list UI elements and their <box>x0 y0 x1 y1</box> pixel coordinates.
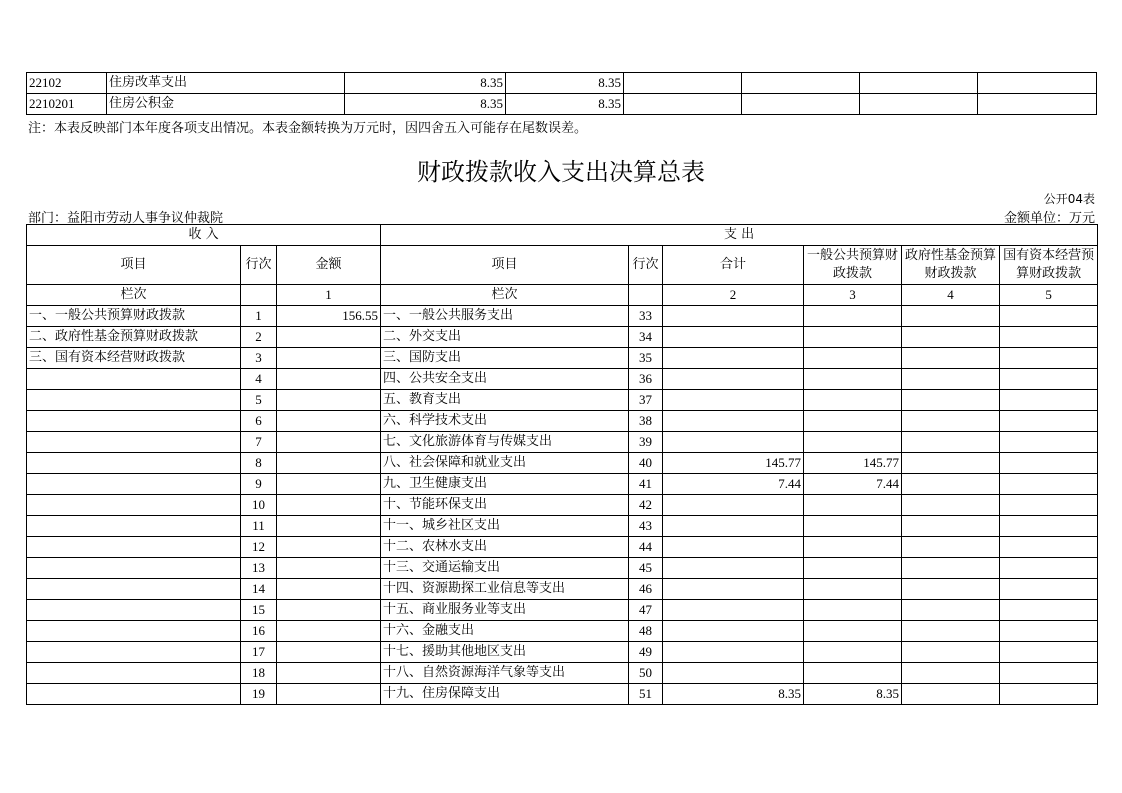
column-number-row <box>27 285 1098 306</box>
state-capital-amount <box>1000 600 1098 621</box>
state-capital-amount <box>1000 369 1098 390</box>
expense-item: 十三、交通运输支出 <box>381 558 629 579</box>
total-amount <box>663 621 804 642</box>
gov-fund-amount <box>902 600 1000 621</box>
total-amount <box>663 390 804 411</box>
income-row-no: 12 <box>241 537 277 558</box>
page-title: 财政拨款收入支出决算总表 <box>417 158 705 186</box>
income-item <box>27 390 241 411</box>
income-amount <box>277 642 381 663</box>
col-expense-item: 项目 <box>381 246 629 285</box>
expense-row-no: 37 <box>629 390 663 411</box>
general-budget-amount <box>804 432 902 453</box>
income-item <box>27 516 241 537</box>
gov-fund-amount <box>902 621 1000 642</box>
table-row <box>27 327 1098 348</box>
general-budget-amount <box>804 537 902 558</box>
income-item <box>27 453 241 474</box>
lanci-1: 1 <box>277 285 381 306</box>
general-budget-amount <box>804 663 902 684</box>
table-row <box>27 94 1097 115</box>
expense-row-no: 48 <box>629 621 663 642</box>
state-capital-amount <box>1000 327 1098 348</box>
income-row-no: 1 <box>241 306 277 327</box>
expense-row-no: 35 <box>629 348 663 369</box>
gov-fund-amount <box>902 537 1000 558</box>
amount-cell: 8.35 <box>506 94 624 115</box>
total-amount <box>663 537 804 558</box>
expense-row-no: 42 <box>629 495 663 516</box>
expense-row-no: 43 <box>629 516 663 537</box>
gov-fund-amount <box>902 390 1000 411</box>
income-row-no: 8 <box>241 453 277 474</box>
expense-row-no: 50 <box>629 663 663 684</box>
state-capital-amount <box>1000 663 1098 684</box>
total-amount <box>663 327 804 348</box>
col-income-amount: 金额 <box>277 246 381 285</box>
table-row <box>27 474 1098 495</box>
empty-cell <box>860 94 978 115</box>
lanci-label: 栏次 <box>381 285 629 306</box>
income-amount <box>277 453 381 474</box>
table-row <box>27 411 1098 432</box>
gov-fund-amount <box>902 516 1000 537</box>
gov-fund-amount <box>902 348 1000 369</box>
expense-item: 十五、商业服务业等支出 <box>381 600 629 621</box>
lanci-5: 5 <box>1000 285 1098 306</box>
income-amount <box>277 537 381 558</box>
subject-code: 2210201 <box>27 94 107 115</box>
gov-fund-amount <box>902 495 1000 516</box>
expense-row-no: 40 <box>629 453 663 474</box>
general-budget-amount <box>804 327 902 348</box>
unit-label: 金额单位：万元 <box>1003 211 1095 226</box>
lanci-3: 3 <box>804 285 902 306</box>
table-row <box>27 600 1098 621</box>
expense-item: 十八、自然资源海洋气象等支出 <box>381 663 629 684</box>
expense-row-no: 46 <box>629 579 663 600</box>
table-row <box>27 579 1098 600</box>
empty-cell <box>860 73 978 94</box>
table-row <box>27 348 1098 369</box>
total-amount <box>663 495 804 516</box>
income-row-no: 3 <box>241 348 277 369</box>
income-row-no: 6 <box>241 411 277 432</box>
expense-item: 八、社会保障和就业支出 <box>381 453 629 474</box>
lanci-label: 栏次 <box>27 285 241 306</box>
income-amount <box>277 390 381 411</box>
income-row-no: 2 <box>241 327 277 348</box>
total-amount <box>663 369 804 390</box>
total-amount <box>663 516 804 537</box>
income-item <box>27 558 241 579</box>
expense-row-no: 33 <box>629 306 663 327</box>
general-budget-amount <box>804 516 902 537</box>
general-budget-amount <box>804 600 902 621</box>
income-row-no: 16 <box>241 621 277 642</box>
expense-item: 七、文化旅游体育与传媒支出 <box>381 432 629 453</box>
gov-fund-amount <box>902 663 1000 684</box>
income-item: 二、政府性基金预算财政拨款 <box>27 327 241 348</box>
subject-name: 住房公积金 <box>107 94 345 115</box>
state-capital-amount <box>1000 432 1098 453</box>
table-row <box>27 684 1098 705</box>
budget-summary-table <box>26 224 1098 705</box>
income-item <box>27 495 241 516</box>
income-row-no: 19 <box>241 684 277 705</box>
empty-cell <box>624 94 742 115</box>
income-amount: 156.55 <box>277 306 381 327</box>
expense-row-no: 41 <box>629 474 663 495</box>
state-capital-amount <box>1000 621 1098 642</box>
general-budget-amount <box>804 369 902 390</box>
top-continuation-table <box>26 72 1097 115</box>
empty-cell <box>241 285 277 306</box>
income-row-no: 17 <box>241 642 277 663</box>
expense-item: 六、科学技术支出 <box>381 411 629 432</box>
col-gov-fund: 政府性基金预算财政拨款 <box>902 246 1000 285</box>
col-expense-row-no: 行次 <box>629 246 663 285</box>
total-amount <box>663 663 804 684</box>
state-capital-amount <box>1000 516 1098 537</box>
form-number: 公开04表 <box>1043 192 1095 206</box>
state-capital-amount <box>1000 579 1098 600</box>
state-capital-amount <box>1000 390 1098 411</box>
expense-item: 十四、资源勘探工业信息等支出 <box>381 579 629 600</box>
income-amount <box>277 411 381 432</box>
income-item <box>27 537 241 558</box>
general-budget-amount <box>804 642 902 663</box>
income-amount <box>277 348 381 369</box>
expense-row-no: 51 <box>629 684 663 705</box>
gov-fund-amount <box>902 432 1000 453</box>
income-row-no: 11 <box>241 516 277 537</box>
amount-cell: 8.35 <box>345 73 506 94</box>
expense-row-no: 49 <box>629 642 663 663</box>
gov-fund-amount <box>902 369 1000 390</box>
department-label: 部门：益阳市劳动人事争议仲裁院 <box>28 211 224 226</box>
income-item <box>27 369 241 390</box>
amount-cell: 8.35 <box>506 73 624 94</box>
expense-item: 十二、农林水支出 <box>381 537 629 558</box>
general-budget-amount <box>804 411 902 432</box>
income-amount <box>277 621 381 642</box>
state-capital-amount <box>1000 558 1098 579</box>
general-budget-amount: 145.77 <box>804 453 902 474</box>
general-budget-amount <box>804 579 902 600</box>
income-amount <box>277 579 381 600</box>
state-capital-amount <box>1000 348 1098 369</box>
table-row <box>27 432 1098 453</box>
table-row <box>27 453 1098 474</box>
expense-item: 二、外交支出 <box>381 327 629 348</box>
subject-code: 22102 <box>27 73 107 94</box>
expense-item: 十、节能环保支出 <box>381 495 629 516</box>
state-capital-amount <box>1000 684 1098 705</box>
income-item <box>27 579 241 600</box>
table-row <box>27 642 1098 663</box>
empty-cell <box>742 94 860 115</box>
col-state-capital: 国有资本经营预算财政拨款 <box>1000 246 1098 285</box>
income-item <box>27 621 241 642</box>
total-amount: 145.77 <box>663 453 804 474</box>
expense-item: 十九、住房保障支出 <box>381 684 629 705</box>
state-capital-amount <box>1000 306 1098 327</box>
state-capital-amount <box>1000 642 1098 663</box>
table-row <box>27 558 1098 579</box>
income-row-no: 7 <box>241 432 277 453</box>
income-row-no: 13 <box>241 558 277 579</box>
income-item <box>27 642 241 663</box>
col-general-budget: 一般公共预算财政拨款 <box>804 246 902 285</box>
gov-fund-amount <box>902 579 1000 600</box>
expense-item: 十六、金融支出 <box>381 621 629 642</box>
income-amount <box>277 558 381 579</box>
income-amount <box>277 516 381 537</box>
lanci-4: 4 <box>902 285 1000 306</box>
column-header-row <box>27 246 1098 285</box>
total-amount <box>663 306 804 327</box>
table-row <box>27 537 1098 558</box>
expense-item: 十七、援助其他地区支出 <box>381 642 629 663</box>
subject-name: 住房改革支出 <box>107 73 345 94</box>
income-row-no: 15 <box>241 600 277 621</box>
expense-item: 四、公共安全支出 <box>381 369 629 390</box>
expense-header: 支 出 <box>381 225 1098 246</box>
table-row <box>27 621 1098 642</box>
income-item <box>27 474 241 495</box>
income-item <box>27 684 241 705</box>
state-capital-amount <box>1000 453 1098 474</box>
income-item <box>27 432 241 453</box>
income-item: 一、一般公共预算财政拨款 <box>27 306 241 327</box>
total-amount <box>663 600 804 621</box>
income-row-no: 18 <box>241 663 277 684</box>
expense-row-no: 34 <box>629 327 663 348</box>
income-amount <box>277 663 381 684</box>
general-budget-amount <box>804 348 902 369</box>
empty-cell <box>978 73 1097 94</box>
expense-item: 三、国防支出 <box>381 348 629 369</box>
general-budget-amount: 7.44 <box>804 474 902 495</box>
income-amount <box>277 327 381 348</box>
state-capital-amount <box>1000 495 1098 516</box>
gov-fund-amount <box>902 306 1000 327</box>
income-amount <box>277 432 381 453</box>
expense-row-no: 36 <box>629 369 663 390</box>
income-item <box>27 600 241 621</box>
general-budget-amount <box>804 495 902 516</box>
income-row-no: 4 <box>241 369 277 390</box>
table-note: 注：本表反映部门本年度各项支出情况。本表金额转换为万元时，因四舍五入可能存在尾数误差。 <box>28 121 588 136</box>
income-row-no: 10 <box>241 495 277 516</box>
income-item <box>27 411 241 432</box>
expense-item: 九、卫生健康支出 <box>381 474 629 495</box>
table-row <box>27 73 1097 94</box>
general-budget-amount: 8.35 <box>804 684 902 705</box>
col-income-item: 项目 <box>27 246 241 285</box>
empty-cell <box>742 73 860 94</box>
expense-row-no: 45 <box>629 558 663 579</box>
table-row <box>27 369 1098 390</box>
income-row-no: 14 <box>241 579 277 600</box>
state-capital-amount <box>1000 537 1098 558</box>
total-amount <box>663 579 804 600</box>
gov-fund-amount <box>902 453 1000 474</box>
amount-cell: 8.35 <box>345 94 506 115</box>
gov-fund-amount <box>902 684 1000 705</box>
gov-fund-amount <box>902 642 1000 663</box>
income-header: 收 入 <box>27 225 381 246</box>
table-row <box>27 495 1098 516</box>
income-amount <box>277 369 381 390</box>
general-budget-amount <box>804 390 902 411</box>
income-row-no: 5 <box>241 390 277 411</box>
income-item: 三、国有资本经营财政拨款 <box>27 348 241 369</box>
gov-fund-amount <box>902 558 1000 579</box>
table-row <box>27 516 1098 537</box>
state-capital-amount <box>1000 411 1098 432</box>
empty-cell <box>629 285 663 306</box>
income-item <box>27 663 241 684</box>
empty-cell <box>978 94 1097 115</box>
table-row <box>27 390 1098 411</box>
expense-item: 一、一般公共服务支出 <box>381 306 629 327</box>
total-amount <box>663 411 804 432</box>
table-row <box>27 663 1098 684</box>
expense-item: 五、教育支出 <box>381 390 629 411</box>
total-amount <box>663 348 804 369</box>
general-budget-amount <box>804 306 902 327</box>
state-capital-amount <box>1000 474 1098 495</box>
income-amount <box>277 684 381 705</box>
total-amount: 7.44 <box>663 474 804 495</box>
table-row <box>27 306 1098 327</box>
expense-row-no: 39 <box>629 432 663 453</box>
total-amount: 8.35 <box>663 684 804 705</box>
income-amount <box>277 600 381 621</box>
expense-item: 十一、城乡社区支出 <box>381 516 629 537</box>
general-budget-amount <box>804 558 902 579</box>
income-amount <box>277 495 381 516</box>
gov-fund-amount <box>902 327 1000 348</box>
income-amount <box>277 474 381 495</box>
expense-row-no: 38 <box>629 411 663 432</box>
expense-row-no: 44 <box>629 537 663 558</box>
general-budget-amount <box>804 621 902 642</box>
total-amount <box>663 432 804 453</box>
total-amount <box>663 558 804 579</box>
empty-cell <box>624 73 742 94</box>
lanci-2: 2 <box>663 285 804 306</box>
col-income-row-no: 行次 <box>241 246 277 285</box>
total-amount <box>663 642 804 663</box>
gov-fund-amount <box>902 411 1000 432</box>
col-total: 合计 <box>663 246 804 285</box>
gov-fund-amount <box>902 474 1000 495</box>
expense-row-no: 47 <box>629 600 663 621</box>
section-header-row <box>27 225 1098 246</box>
income-row-no: 9 <box>241 474 277 495</box>
